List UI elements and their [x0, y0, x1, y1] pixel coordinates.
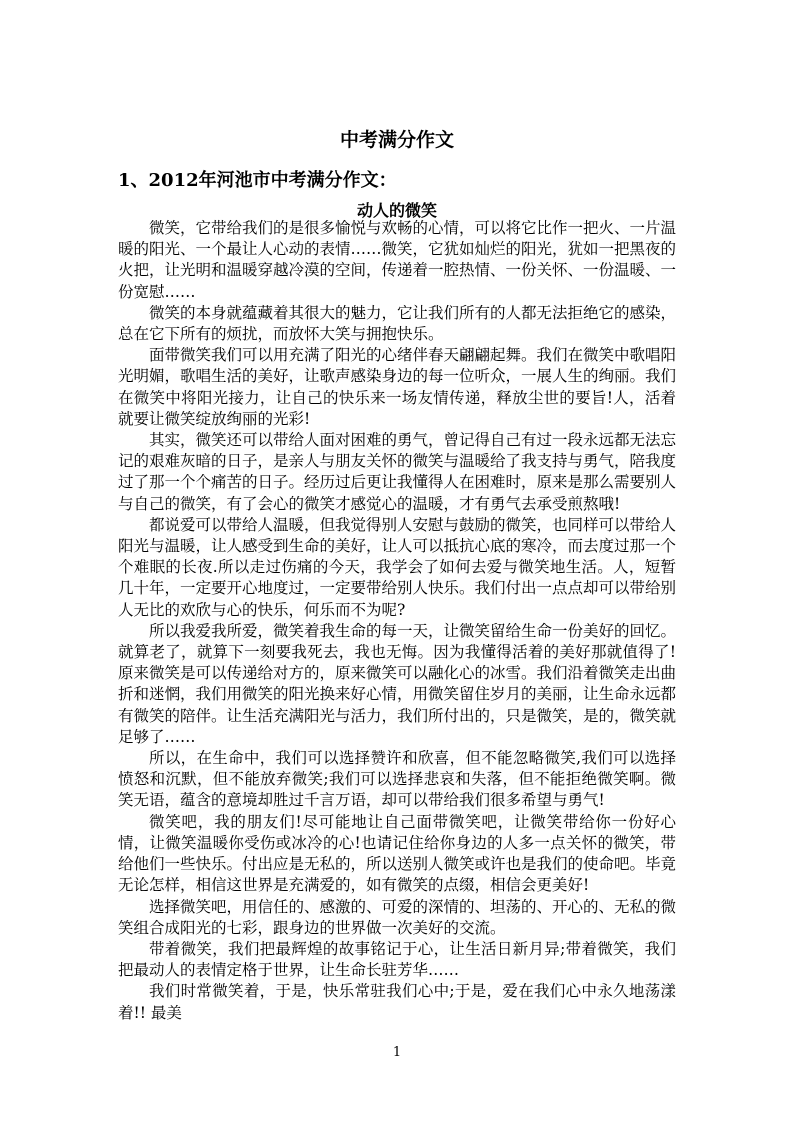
essay-title: 动人的微笑 — [356, 201, 437, 220]
paragraph: 其实，微笑还可以带给人面对困难的勇气，曾记得自己有过一段永远都无法忘记的艰难灰暗的日子，是亲人与朋友关怀的微笑与温暖给了我支持与勇气，陪我度过了那一个个痛苦的日子。经历过后更让我懂得人在困难时，原来是那么需要别人与自己的微笑，有了会心的微笑才感觉心的温暖，才有勇气去承受煎熬哦! — [118, 431, 677, 513]
paragraph: 所以，在生命中，我们可以选择赞许和欣喜，但不能忽略微笑,我们可以选择愤怒和沉默，但不能放弃微笑;我们可以选择悲哀和失落，但不能拒绝微笑啊。微笑无语，蕴含的意境却胜过千言万语，却可以带给我们很多希望与勇气! — [118, 749, 676, 810]
paragraph: 所以我爱我所爱，微笑着我生命的每一天，让微笑留给生命一份美好的回忆。就算老了，就算下一刻要我死去，我也无悔。因为我懂得活着的美好那就值得了!原来微笑是可以传递给对方的，原来微笑可以融化心的冰雪。我们沿着微笑走出曲折和迷惘，我们用微笑的阳光换来好心情，用微笑留住岁月的美丽，让生命永远都有微笑的陪伴。让生活充满阳光与活力，我们所付出的，只是微笑，是的，微笑就足够了…… — [118, 621, 677, 746]
paragraph: 我们时常微笑着，于是，快乐常驻我们心中;于是，爱在我们心中永久地荡漾着!! 最美 — [118, 982, 676, 1022]
paragraph: 都说爱可以带给人温暖，但我觉得别人安慰与鼓励的微笑，也同样可以带给人阳光与温暖，让人感受到生命的美好，让人可以抵抗心底的寒冷，而去度过那一个个难眠的长夜.所以走过伤痛的今天，我学会了如何去爱与微笑地生活。人，短暂几十年，一定要开心地度过，一定要带给别人快乐。我们付出一点点却可以带给别人无比的欢欣与心的快乐，何乐而不为呢? — [118, 515, 677, 619]
paragraph: 微笑吧，我的朋友们!尽可能地让自己面带微笑吧，让微笑带给你一份好心情，让微笑温暖你受伤或冰冷的心!也请记住给你身边的人多一点关怀的微笑，带给他们一些快乐。付出应是无私的，所以送别人微笑或许也是我们的使命吧。毕竟无论怎样，相信这世界是充满爱的，如有微笑的点缀，相信会更美好! — [118, 812, 677, 895]
essay-body — [118, 218, 676, 1024]
section-heading: 1、2012年河池市中考满分作文： — [118, 170, 397, 191]
paragraph: 带着微笑，我们把最辉煌的故事铭记于心，让生活日新月异;带着微笑，我们把最动人的表情定格于世界，让生命长驻芳华…… — [118, 939, 676, 980]
page-number: 1 — [392, 1045, 402, 1060]
paragraph: 面带微笑我们可以用充满了阳光的心绪伴春天翩翩起舞。我们在微笑中歌唱阳光明媚，歌唱生活的美好，让歌声感染身边的每一位听众，一展人生的绚丽。我们在微笑中将阳光接力，让自己的快乐来一场友情传递，释放尘世的要旨!人，活着就要让微笑绽放绚丽的光彩! — [118, 346, 677, 428]
paragraph: 微笑的本身就蕴藏着其很大的魅力，它让我们所有的人都无法拒绝它的感染，总在它下所有的烦扰，而放怀大笑与拥抱快乐。 — [118, 303, 677, 344]
paragraph: 微笑，它带给我们的是很多愉悦与欢畅的心情，可以将它比作一把火、一片温暖的阳光、一个最让人心动的表情……微笑，它犹如灿烂的阳光，犹如一把黑夜的火把，让光明和温暖穿越冷漠的空间，传递着一腔热情、一份关怀、一份温暖、一份宽慰…… — [118, 219, 677, 301]
document-title: 中考满分作文 — [339, 129, 454, 151]
paragraph: 选择微笑吧，用信任的、感激的、可爱的深情的、坦荡的、开心的、无私的微笑组合成阳光的七彩，跟身边的世界做一次美好的交流。 — [118, 897, 677, 937]
